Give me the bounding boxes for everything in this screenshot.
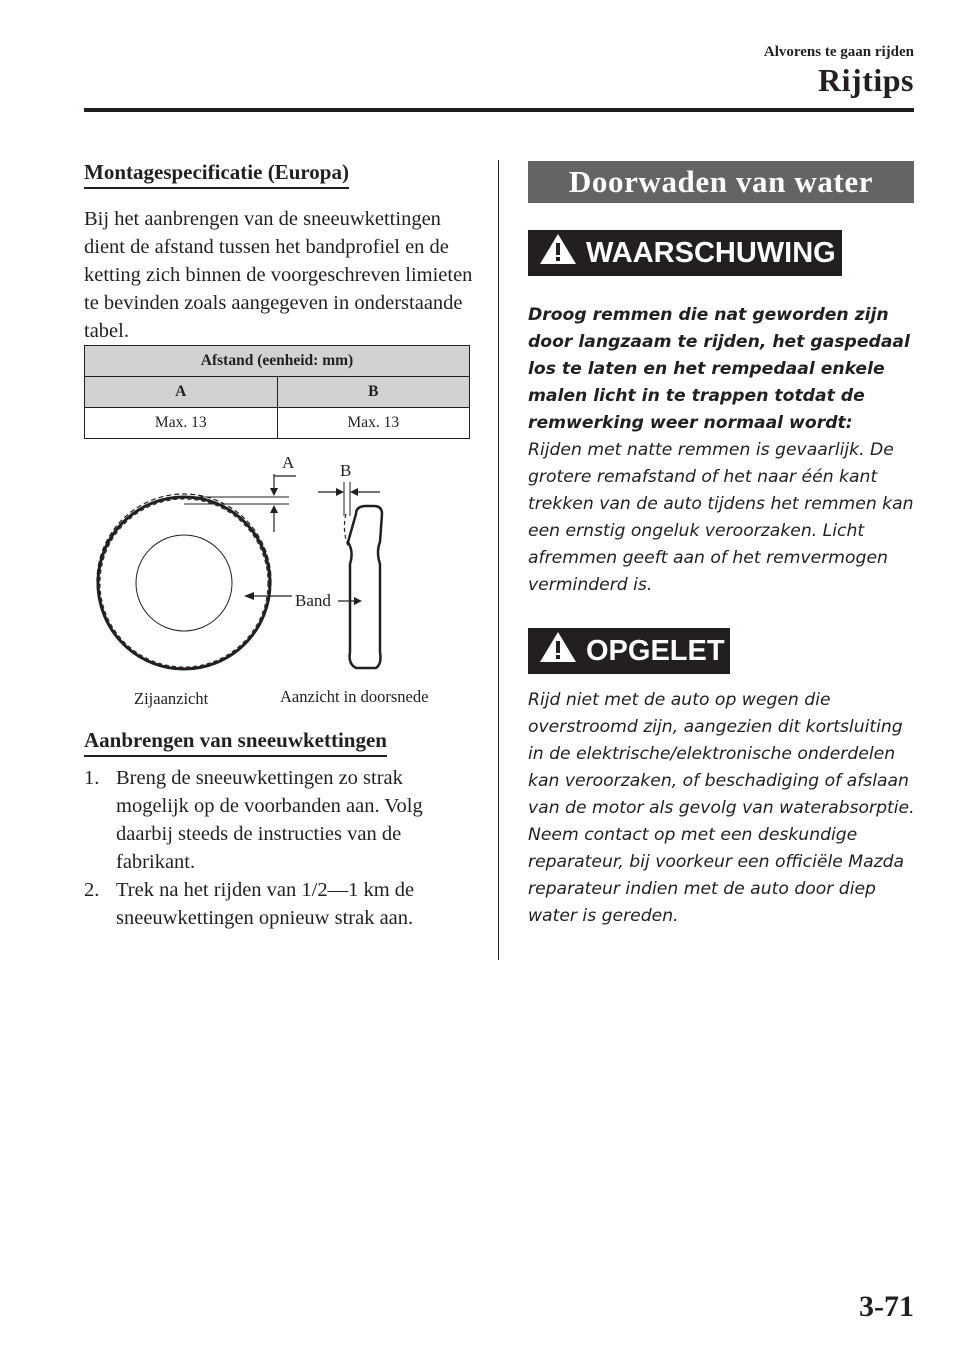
- warning-triangle-icon: [538, 630, 578, 672]
- warning-label: WAARSCHUWING: [586, 236, 836, 269]
- tire-cross-section: [344, 506, 382, 668]
- list-item: [84, 764, 474, 876]
- page-number: 3-71: [859, 1290, 914, 1323]
- header-rule: [84, 108, 914, 112]
- table-col-a: A: [85, 377, 278, 408]
- warning-triangle-icon: [538, 232, 578, 274]
- table-cell-a: Max. 13: [85, 408, 278, 439]
- table-header: Afstand (eenheid: mm): [85, 346, 470, 377]
- montage-text: Bij het aanbrengen van de sneeuwkettingen dient de afstand tussen het bandprofiel en de ketting zich binnen de voorgeschreven limieten te bevinden zoals aangegeven in onderstaande tabel.: [84, 208, 473, 342]
- caution-body: Rijd niet met de auto op wegen die overstroomd zijn, aangezien dit kortsluiting in de elektrische/elektronische onderdelen kan veroorzaken, of beschadiging of afslaan van de motor als gevolg van waterabsorptie. Neem contact op met een deskundige reparateur, bij voorkeur een officiële Mazda reparateur indien met de auto door diep water is gereden.: [528, 690, 915, 926]
- caution-label-box: [528, 628, 730, 674]
- warning-label-box: [528, 230, 842, 276]
- step-number: 2.: [84, 879, 100, 901]
- label-a: A: [282, 453, 295, 472]
- label-b: B: [340, 461, 352, 480]
- step-text: Trek na het rijden van 1/2―1 km de sneeuwkettingen opnieuw strak aan.: [116, 879, 415, 929]
- label-band: Band: [295, 591, 331, 610]
- caution-label: OPGELET: [586, 634, 725, 667]
- step-number: 1.: [84, 767, 100, 789]
- distance-table: [84, 345, 470, 439]
- step-text: Breng de sneeuwkettingen zo strak mogelijk op de voorbanden aan. Volg daarbij steeds de instructies van de fabrikant.: [116, 767, 423, 873]
- warning-heading: Droog remmen die nat geworden zijn door langzaam te rijden, het gaspedaal los te laten en het rempedaal enkele malen licht in te trappen totdat de remwerking weer normaal wordt:: [528, 305, 910, 433]
- mount-steps: [84, 764, 474, 932]
- dimension-a: [184, 474, 296, 532]
- caption-side-view: Zijaanzicht: [134, 689, 209, 708]
- list-item: [84, 876, 474, 932]
- table-column-row: [85, 377, 470, 408]
- mount-title: Aanbrengen van sneeuwkettingen: [84, 728, 387, 757]
- dimension-b: [318, 482, 380, 516]
- montage-section: [84, 160, 474, 345]
- montage-title: Montagespecificatie (Europa): [84, 160, 349, 189]
- caption-section-view: Aanzicht in doorsnede: [280, 687, 429, 706]
- chapter-title: Alvorens te gaan rijden: [763, 44, 914, 60]
- table-header-row: [85, 346, 470, 377]
- table-cell-b: Max. 13: [277, 408, 470, 439]
- table-col-b: B: [277, 377, 470, 408]
- mount-section: [84, 728, 387, 757]
- column-divider: [498, 160, 499, 960]
- snow-chain-figure: [84, 446, 474, 716]
- section-title: Rijtips: [818, 62, 914, 98]
- section-banner: Doorwaden van water: [528, 161, 914, 203]
- warning-body: Rijden met natte remmen is gevaarlijk. De grotere remafstand of het naar één kant trekken van de auto tijdens het remmen kan een ernstig ongeluk veroorzaken. Licht afremmen geeft aan of het remvermogen verminderd is.: [528, 440, 914, 595]
- table-row: [85, 408, 470, 439]
